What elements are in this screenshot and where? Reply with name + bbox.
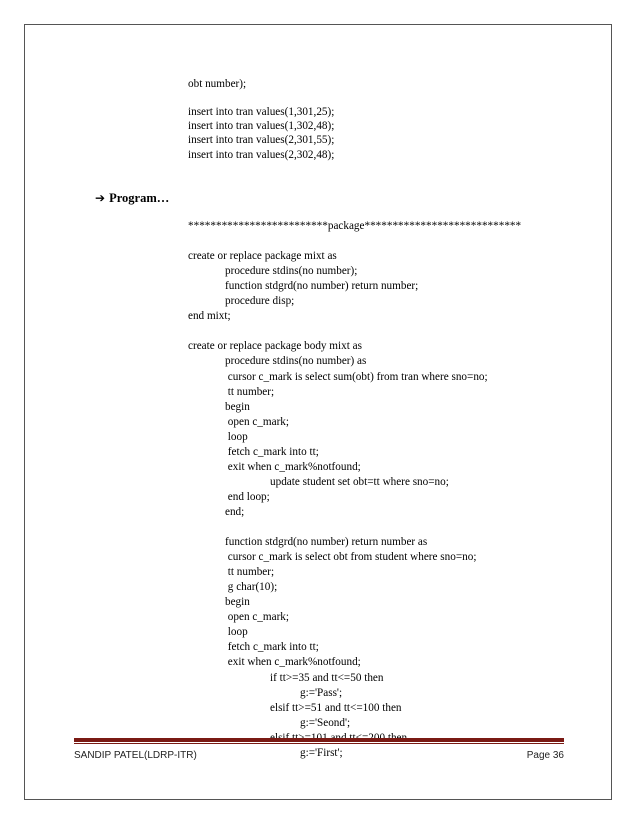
code-line: if tt>=35 and tt<=50 then	[270, 671, 384, 684]
footer-rule-thin	[74, 743, 564, 744]
intro-code-line: obt number);	[188, 78, 247, 90]
code-line: function stdgrd(no number) return number as	[225, 536, 428, 549]
code-line: fetch c_mark into tt;	[225, 641, 319, 654]
code-line: update student set obt=tt where sno=no;	[270, 475, 449, 488]
footer-author: SANDIP PATEL(LDRP-ITR)	[74, 750, 197, 761]
code-line: tt number;	[225, 385, 275, 398]
program-heading-text: Program…	[109, 191, 170, 205]
code-line: create or replace package body mixt as	[188, 340, 362, 353]
code-line: create or replace package mixt as	[188, 250, 337, 263]
code-line: open c_mark;	[225, 611, 289, 624]
code-line: cursor c_mark is select sum(obt) from tran where sno=no;	[225, 370, 488, 383]
code-line: begin	[225, 596, 250, 609]
arrow-icon: ➔	[95, 191, 106, 205]
code-line: g:='First';	[300, 746, 343, 759]
code-line: end;	[225, 505, 245, 518]
code-line: procedure stdins(no number);	[225, 265, 358, 278]
code-line: loop	[225, 626, 248, 639]
code-line: end loop;	[225, 490, 270, 503]
code-line: exit when c_mark%notfound;	[225, 656, 361, 669]
code-line: end mixt;	[188, 310, 231, 323]
code-line: g char(10);	[225, 581, 278, 594]
code-line: loop	[225, 430, 248, 443]
footer-rule	[74, 738, 564, 742]
code-line: begin	[225, 400, 250, 413]
intro-code-line: insert into tran values(1,302,48);	[188, 120, 335, 133]
intro-code-line: insert into tran values(1,301,25);	[188, 106, 335, 119]
code-line: fetch c_mark into tt;	[225, 445, 319, 458]
code-line: cursor c_mark is select obt from student where sno=no;	[225, 551, 477, 564]
code-line: exit when c_mark%notfound;	[225, 460, 361, 473]
code-line: elsif tt>=51 and tt<=100 then	[270, 701, 402, 714]
code-line: open c_mark;	[225, 415, 289, 428]
code-line: procedure stdins(no number) as	[225, 355, 367, 368]
footer-page-number: Page 36	[526, 750, 564, 761]
intro-code-line: insert into tran values(2,302,48);	[188, 148, 335, 161]
code-line: procedure disp;	[225, 295, 295, 308]
code-line: *************************package****************************	[188, 220, 522, 232]
intro-code-line: insert into tran values(2,301,55);	[188, 134, 335, 147]
code-line: g:='Pass';	[300, 686, 343, 699]
code-line: function stdgrd(no number) return number;	[225, 280, 419, 293]
code-line: g:='Seond';	[300, 716, 351, 729]
code-line: tt number;	[225, 566, 275, 579]
program-heading	[95, 191, 169, 206]
